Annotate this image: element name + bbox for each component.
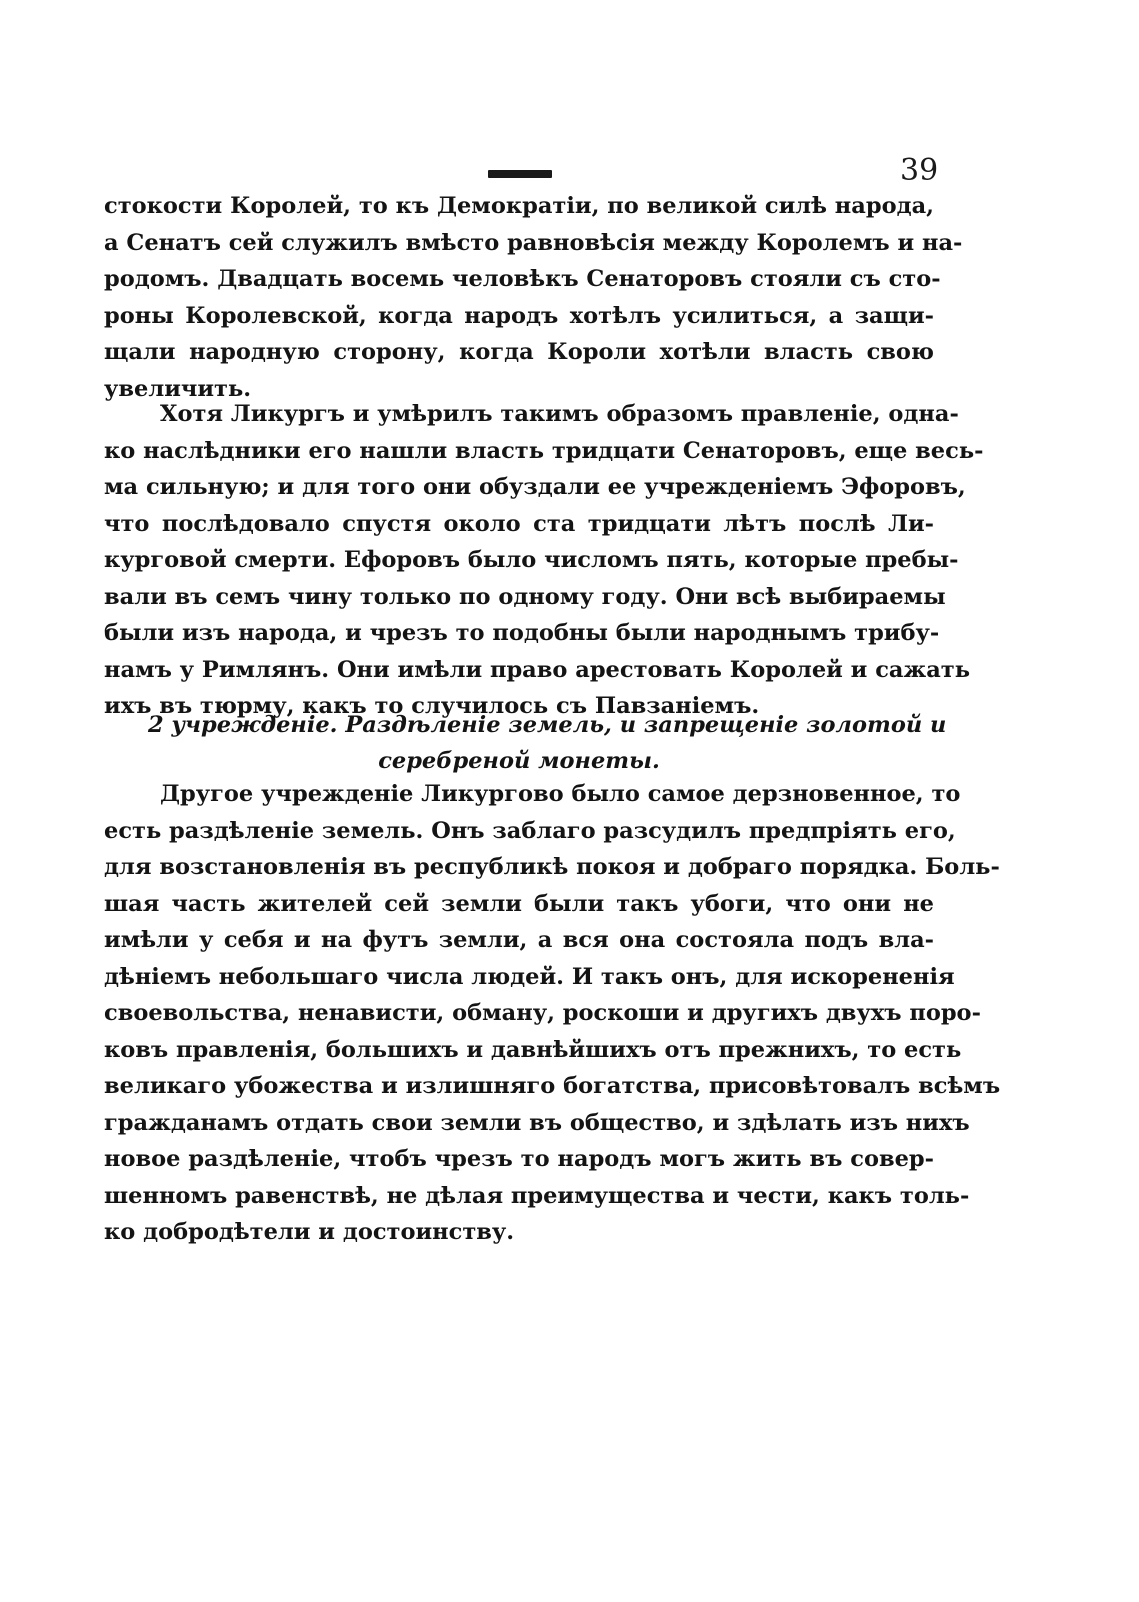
text-line: Хотя Ликургъ и умѣрилъ такимъ образомъ правленіе, одна- [160,401,959,427]
text-line: роны Королевской, когда народъ хотѣлъ усилиться, а защи- [104,302,934,329]
text-line: ихъ въ тюрму, какъ то случилось съ Павзаніемъ. [104,693,760,719]
text-line: были изъ народа, и чрезъ то подобны были народнымъ трибу- [104,620,940,646]
page-number: 39 [900,153,939,188]
text-line: дѣніемъ небольшаго числа людей. И такъ онъ, для искорененія [104,963,955,990]
text-line: ко добродѣтели и достоинству. [104,1219,515,1245]
text-line: курговой смерти. Ефоровъ было числомъ пять, которые пребы- [104,547,959,573]
text-line: великаго убожества и излишняго богатства, присовѣтовалъ всѣмъ [104,1073,1001,1099]
text-line: новое раздѣленіе, чтобъ чрезъ то народъ могъ жить въ совер- [104,1146,934,1172]
text-line: шенномъ равенствѣ, не дѣлая преимущества и чести, какъ толь- [104,1182,970,1209]
section-heading [104,707,947,779]
text-line: ко наслѣдники его нашли власть тридцати Сенаторовъ, еще весь- [104,437,984,464]
text-line: а Сенатъ сей служилъ вмѣсто равновѣсія между Королемъ и на- [104,229,963,256]
text-line: стокости Королей, то къ Демократіи, по великой силѣ народа, [104,193,934,219]
text-line: вали въ семъ чину только по одному году. Они всѣ выбираемы [104,583,946,610]
header-ornament-rule [488,170,552,178]
text-line: намъ у Римлянъ. Они имѣли право арестовать Королей и сажать [104,656,970,683]
text-line: есть раздѣленіе земель. Онъ заблаго разсудилъ предпріять его, [104,817,956,844]
section-heading-line-1: 2 учрежденіе. Раздѣленіе земель, и запрещеніе золотой и [148,712,947,738]
text-line: имѣли у себя и на футъ земли, а вся она состояла подъ вла- [104,927,934,953]
text-line: родомъ. Двадцать восемь человѣкъ Сенаторовъ стояли съ сто- [104,266,941,292]
text-line: что послѣдовало спустя около ста тридцати лѣтъ послѣ Ли- [104,510,934,537]
text-line: для возстановленія въ республикѣ покоя и добраго порядка. Боль- [104,854,1000,880]
text-line: ковъ правленія, большихъ и давнѣйшихъ отъ прежнихъ, то есть [104,1036,962,1063]
text-line: увеличить. [104,375,252,402]
text-line: щали народную сторону, когда Короли хотѣли власть свою [104,339,934,365]
text-line: своевольства, ненависти, обману, роскоши и другихъ двухъ поро- [104,1000,981,1026]
paragraph-1 [104,188,963,407]
paragraph-3 [104,776,1001,1251]
text-line: гражданамъ отдать свои земли въ общество, и здѣлать изъ нихъ [104,1109,970,1136]
text-line: шая часть жителей сей земли были такъ убоги, что они не [104,890,934,917]
section-heading-line-2: серебреной монеты. [378,748,660,774]
text-line: Другое учрежденіе Ликургово было самое дерзновенное, то [160,781,961,807]
text-line: ма сильную; и для того они обуздали ее учрежденіемъ Эфоровъ, [104,474,966,500]
